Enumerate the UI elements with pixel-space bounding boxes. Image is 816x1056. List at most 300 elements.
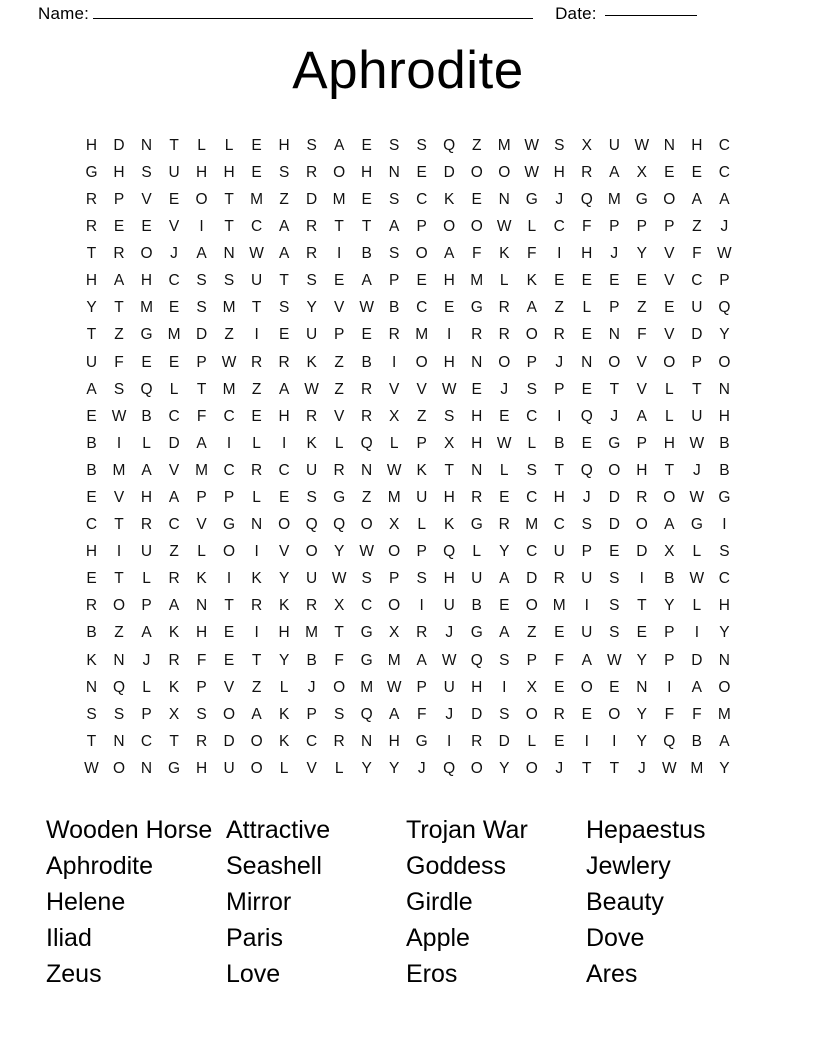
grid-cell[interactable]: E	[581, 380, 592, 398]
grid-cell[interactable]: Z	[361, 489, 372, 507]
grid-cell[interactable]: Z	[554, 299, 564, 317]
grid-cell[interactable]: R	[306, 597, 318, 615]
grid-cell[interactable]: F	[114, 353, 124, 371]
word-list-item[interactable]: Dove	[586, 924, 645, 953]
grid-cell[interactable]: J	[610, 407, 619, 425]
word-list-item[interactable]: Apple	[406, 924, 470, 953]
grid-cell[interactable]: N	[498, 190, 510, 208]
grid-cell[interactable]: S	[554, 136, 565, 154]
grid-cell[interactable]: U	[471, 570, 483, 588]
grid-cell[interactable]: U	[416, 489, 428, 507]
grid-cell[interactable]: E	[223, 624, 235, 642]
grid-cell[interactable]: N	[718, 651, 730, 669]
grid-cell[interactable]: I	[226, 434, 232, 452]
grid-cell[interactable]: J	[720, 218, 729, 236]
grid-cell[interactable]: O	[333, 678, 346, 696]
grid-cell[interactable]: Q	[580, 461, 593, 479]
grid-cell[interactable]: B	[691, 732, 703, 750]
grid-cell[interactable]: J	[417, 759, 426, 777]
grid-cell[interactable]: G	[415, 732, 428, 750]
grid-cell[interactable]: C	[306, 732, 318, 750]
grid-cell[interactable]: N	[388, 163, 400, 181]
grid-cell[interactable]: O	[663, 353, 676, 371]
grid-cell[interactable]: W	[662, 759, 677, 777]
word-list-item[interactable]: Aphrodite	[46, 852, 154, 881]
grid-cell[interactable]: Q	[470, 651, 483, 669]
grid-cell[interactable]: R	[416, 624, 428, 642]
grid-cell[interactable]: X	[664, 543, 675, 561]
grid-cell[interactable]: T	[251, 651, 262, 669]
grid-cell[interactable]: R	[140, 516, 153, 534]
grid-cell[interactable]: T	[86, 245, 97, 263]
grid-cell[interactable]: E	[251, 163, 262, 181]
grid-cell[interactable]: Q	[333, 516, 346, 534]
grid-cell[interactable]: A	[168, 597, 180, 615]
grid-cell[interactable]: J	[445, 705, 454, 723]
grid-cell[interactable]: E	[581, 326, 592, 344]
grid-cell[interactable]: J	[555, 353, 564, 371]
grid-cell[interactable]: W	[441, 651, 457, 669]
grid-cell[interactable]: S	[306, 489, 317, 507]
grid-cell[interactable]: Z	[251, 380, 262, 398]
grid-cell[interactable]: A	[251, 705, 262, 723]
grid-cell[interactable]: U	[250, 272, 263, 290]
grid-cell[interactable]: F	[196, 407, 207, 425]
grid-cell[interactable]: T	[637, 597, 647, 615]
grid-cell[interactable]: V	[664, 272, 675, 290]
grid-cell[interactable]: L	[142, 678, 151, 696]
grid-cell[interactable]: A	[719, 190, 730, 208]
grid-cell[interactable]: F	[196, 651, 207, 669]
grid-cell[interactable]: K	[306, 353, 317, 371]
grid-cell[interactable]: G	[140, 326, 153, 344]
grid-cell[interactable]: V	[333, 299, 345, 317]
grid-cell[interactable]: U	[306, 461, 318, 479]
grid-cell[interactable]: M	[167, 326, 181, 344]
grid-cell[interactable]: A	[581, 651, 592, 669]
grid-cell[interactable]: I	[447, 732, 452, 750]
grid-cell[interactable]: U	[443, 678, 455, 696]
grid-cell[interactable]: X	[581, 136, 592, 154]
grid-cell[interactable]: L	[527, 434, 537, 452]
grid-cell[interactable]: O	[112, 597, 126, 615]
grid-cell[interactable]: H	[278, 624, 290, 642]
grid-cell[interactable]: Y	[306, 299, 317, 317]
grid-cell[interactable]: E	[86, 407, 97, 425]
grid-cell[interactable]: C	[553, 516, 565, 534]
grid-cell[interactable]: R	[306, 245, 318, 263]
grid-cell[interactable]: Q	[360, 705, 373, 723]
grid-cell[interactable]: P	[416, 678, 427, 696]
grid-cell[interactable]: P	[636, 434, 647, 452]
grid-cell[interactable]: T	[361, 218, 372, 236]
grid-cell[interactable]: K	[499, 245, 510, 263]
grid-cell[interactable]: P	[609, 299, 620, 317]
grid-cell[interactable]: J	[637, 759, 646, 777]
grid-cell[interactable]: E	[471, 380, 482, 398]
grid-cell[interactable]: W	[111, 407, 127, 425]
grid-cell[interactable]: E	[113, 218, 125, 236]
grid-cell[interactable]: T	[169, 136, 179, 154]
grid-cell[interactable]: R	[361, 380, 373, 398]
word-list-item[interactable]: Girdle	[406, 888, 473, 917]
grid-cell[interactable]: J	[500, 380, 509, 398]
grid-cell[interactable]: M	[195, 461, 209, 479]
grid-cell[interactable]: O	[278, 516, 291, 534]
grid-cell[interactable]: M	[360, 678, 374, 696]
grid-cell[interactable]: L	[252, 489, 261, 507]
grid-cell[interactable]: E	[636, 624, 647, 642]
grid-cell[interactable]: U	[85, 353, 98, 371]
grid-cell[interactable]: I	[694, 624, 699, 642]
grid-cell[interactable]: N	[718, 380, 730, 398]
grid-cell[interactable]: L	[197, 543, 206, 561]
grid-cell[interactable]: Z	[471, 136, 482, 154]
grid-cell[interactable]: E	[278, 326, 290, 344]
grid-cell[interactable]: P	[196, 353, 207, 371]
grid-cell[interactable]: P	[416, 218, 427, 236]
grid-cell[interactable]: A	[444, 245, 455, 263]
grid-cell[interactable]: Q	[580, 190, 593, 208]
grid-cell[interactable]: H	[85, 272, 98, 290]
word-list-item[interactable]: Goddess	[406, 852, 507, 881]
grid-cell[interactable]: K	[306, 434, 317, 452]
grid-cell[interactable]: K	[86, 651, 97, 669]
grid-cell[interactable]: E	[499, 407, 510, 425]
grid-cell[interactable]: C	[250, 218, 263, 236]
grid-cell[interactable]: W	[524, 163, 540, 181]
grid-cell[interactable]: C	[526, 489, 538, 507]
grid-cell[interactable]: S	[389, 190, 400, 208]
grid-cell[interactable]: R	[636, 489, 648, 507]
grid-cell[interactable]: T	[114, 516, 124, 534]
grid-cell[interactable]: O	[525, 326, 538, 344]
grid-cell[interactable]: A	[499, 570, 510, 588]
grid-cell[interactable]: H	[113, 163, 125, 181]
grid-cell[interactable]: E	[471, 190, 482, 208]
grid-cell[interactable]: T	[334, 218, 344, 236]
grid-cell[interactable]: N	[471, 461, 483, 479]
grid-cell[interactable]: P	[664, 651, 675, 669]
grid-cell[interactable]: A	[526, 299, 537, 317]
grid-cell[interactable]: S	[196, 272, 207, 290]
word-list-item[interactable]: Seashell	[226, 852, 322, 881]
grid-cell[interactable]: N	[223, 245, 235, 263]
grid-cell[interactable]: O	[663, 190, 676, 208]
grid-cell[interactable]: E	[168, 353, 180, 371]
grid-cell[interactable]: H	[140, 489, 153, 507]
grid-cell[interactable]: T	[609, 380, 620, 398]
grid-cell[interactable]: L	[499, 461, 509, 479]
grid-cell[interactable]: S	[141, 163, 152, 181]
grid-cell[interactable]: F	[471, 245, 482, 263]
grid-cell[interactable]: H	[471, 407, 483, 425]
grid-cell[interactable]: R	[306, 218, 318, 236]
grid-cell[interactable]: F	[637, 326, 647, 344]
grid-cell[interactable]: R	[85, 190, 98, 208]
grid-cell[interactable]: N	[250, 516, 263, 534]
grid-cell[interactable]: T	[169, 732, 179, 750]
grid-cell[interactable]: H	[85, 543, 98, 561]
grid-cell[interactable]: B	[306, 651, 317, 669]
grid-cell[interactable]: O	[140, 245, 153, 263]
grid-cell[interactable]: U	[168, 163, 180, 181]
grid-cell[interactable]: A	[113, 272, 125, 290]
grid-cell[interactable]: S	[609, 597, 620, 615]
grid-cell[interactable]: M	[607, 190, 621, 208]
grid-cell[interactable]: I	[612, 732, 617, 750]
grid-cell[interactable]: J	[445, 624, 454, 642]
grid-cell[interactable]: S	[278, 163, 290, 181]
grid-cell[interactable]: T	[114, 570, 124, 588]
grid-cell[interactable]: M	[387, 489, 401, 507]
grid-cell[interactable]: A	[196, 245, 207, 263]
grid-cell[interactable]: T	[279, 272, 289, 290]
grid-cell[interactable]: M	[112, 461, 126, 479]
grid-cell[interactable]: D	[471, 705, 483, 723]
grid-cell[interactable]: T	[86, 732, 97, 750]
grid-cell[interactable]: V	[333, 407, 345, 425]
grid-cell[interactable]: N	[608, 326, 620, 344]
grid-cell[interactable]: S	[526, 380, 537, 398]
grid-cell[interactable]: P	[664, 218, 675, 236]
grid-cell[interactable]: A	[609, 163, 620, 181]
grid-cell[interactable]: R	[306, 407, 318, 425]
grid-cell[interactable]: D	[195, 326, 208, 344]
word-list-item[interactable]: Iliad	[46, 924, 92, 953]
grid-cell[interactable]: V	[389, 380, 400, 398]
grid-cell[interactable]: W	[386, 461, 402, 479]
grid-cell[interactable]: N	[361, 461, 373, 479]
grid-cell[interactable]: O	[250, 759, 263, 777]
grid-cell[interactable]: Z	[637, 299, 647, 317]
grid-cell[interactable]: M	[415, 326, 429, 344]
grid-cell[interactable]: I	[116, 434, 122, 452]
grid-cell[interactable]: I	[584, 732, 589, 750]
word-list-item[interactable]: Paris	[226, 924, 283, 953]
grid-cell[interactable]: P	[389, 570, 400, 588]
grid-cell[interactable]: Q	[443, 543, 456, 561]
grid-cell[interactable]: I	[557, 407, 562, 425]
grid-cell[interactable]: X	[333, 597, 345, 615]
grid-cell[interactable]: L	[334, 759, 344, 777]
grid-cell[interactable]: T	[554, 461, 564, 479]
grid-cell[interactable]: F	[664, 705, 675, 723]
grid-cell[interactable]: O	[388, 543, 401, 561]
grid-cell[interactable]: L	[142, 434, 151, 452]
grid-cell[interactable]: H	[443, 272, 455, 290]
grid-cell[interactable]: X	[526, 678, 537, 696]
grid-cell[interactable]: G	[608, 434, 621, 452]
grid-cell[interactable]: P	[306, 705, 317, 723]
grid-cell[interactable]: P	[333, 326, 345, 344]
grid-cell[interactable]: I	[281, 434, 287, 452]
grid-cell[interactable]: B	[664, 570, 675, 588]
grid-cell[interactable]: R	[278, 353, 290, 371]
grid-cell[interactable]: O	[608, 461, 621, 479]
grid-cell[interactable]: M	[387, 651, 401, 669]
grid-cell[interactable]: P	[141, 597, 152, 615]
grid-cell[interactable]: U	[306, 326, 318, 344]
grid-cell[interactable]: T	[86, 326, 97, 344]
grid-cell[interactable]: E	[86, 489, 97, 507]
grid-cell[interactable]: D	[691, 326, 703, 344]
grid-cell[interactable]: R	[195, 732, 208, 750]
grid-cell[interactable]: L	[224, 136, 234, 154]
grid-cell[interactable]: E	[581, 434, 592, 452]
grid-cell[interactable]: F	[692, 245, 702, 263]
grid-cell[interactable]: B	[471, 597, 482, 615]
grid-cell[interactable]: S	[196, 299, 207, 317]
grid-cell[interactable]: W	[359, 543, 374, 561]
grid-cell[interactable]: C	[223, 461, 235, 479]
grid-cell[interactable]: V	[278, 543, 290, 561]
grid-cell[interactable]: V	[168, 218, 180, 236]
grid-cell[interactable]: I	[419, 597, 424, 615]
grid-cell[interactable]: R	[471, 326, 483, 344]
word-list-item[interactable]: Wooden Horse	[46, 816, 213, 845]
grid-cell[interactable]: H	[223, 163, 235, 181]
grid-cell[interactable]: C	[223, 407, 235, 425]
grid-cell[interactable]: E	[333, 272, 345, 290]
grid-cell[interactable]: G	[168, 759, 181, 777]
grid-cell[interactable]: Z	[114, 624, 124, 642]
grid-cell[interactable]: C	[361, 597, 373, 615]
grid-cell[interactable]: O	[718, 353, 731, 371]
grid-cell[interactable]: E	[581, 272, 592, 290]
grid-cell[interactable]: R	[250, 597, 263, 615]
grid-cell[interactable]: A	[168, 489, 180, 507]
grid-cell[interactable]: Z	[114, 326, 124, 344]
grid-cell[interactable]: Q	[360, 434, 373, 452]
grid-cell[interactable]: V	[168, 461, 180, 479]
grid-cell[interactable]: Z	[251, 678, 262, 696]
grid-cell[interactable]: E	[168, 190, 180, 208]
grid-cell[interactable]: A	[361, 272, 372, 290]
grid-cell[interactable]: O	[718, 678, 731, 696]
grid-cell[interactable]: C	[85, 516, 98, 534]
grid-cell[interactable]: U	[223, 759, 235, 777]
word-list-item[interactable]: Zeus	[46, 960, 102, 989]
grid-cell[interactable]: C	[526, 543, 538, 561]
grid-cell[interactable]: J	[610, 245, 619, 263]
grid-cell[interactable]: O	[663, 489, 676, 507]
grid-cell[interactable]: T	[692, 380, 702, 398]
grid-cell[interactable]: W	[249, 245, 264, 263]
grid-cell[interactable]: Y	[636, 245, 647, 263]
grid-cell[interactable]: D	[443, 163, 455, 181]
grid-cell[interactable]: Z	[416, 407, 427, 425]
grid-cell[interactable]: Y	[636, 651, 647, 669]
grid-cell[interactable]: W	[359, 299, 374, 317]
grid-cell[interactable]: P	[416, 434, 427, 452]
grid-cell[interactable]: H	[663, 434, 675, 452]
grid-cell[interactable]: H	[140, 272, 153, 290]
word-list-item[interactable]: Trojan War	[406, 816, 528, 845]
grid-cell[interactable]: O	[470, 163, 483, 181]
grid-cell[interactable]: T	[664, 461, 675, 479]
grid-cell[interactable]: Y	[719, 326, 730, 344]
grid-cell[interactable]: E	[141, 353, 152, 371]
word-list-item[interactable]: Ares	[586, 960, 638, 989]
grid-cell[interactable]: Z	[334, 380, 344, 398]
grid-cell[interactable]: W	[524, 136, 540, 154]
grid-cell[interactable]: K	[196, 570, 207, 588]
grid-cell[interactable]: H	[443, 353, 455, 371]
grid-cell[interactable]: G	[525, 190, 538, 208]
grid-cell[interactable]: S	[609, 624, 620, 642]
grid-cell[interactable]: T	[224, 597, 234, 615]
grid-cell[interactable]: V	[223, 678, 235, 696]
grid-cell[interactable]: O	[415, 353, 428, 371]
grid-cell[interactable]: A	[499, 624, 510, 642]
grid-cell[interactable]: W	[689, 489, 705, 507]
grid-cell[interactable]: O	[498, 353, 511, 371]
grid-cell[interactable]: U	[691, 407, 703, 425]
grid-cell[interactable]: P	[526, 651, 537, 669]
grid-cell[interactable]: K	[251, 570, 262, 588]
grid-cell[interactable]: E	[691, 163, 703, 181]
grid-cell[interactable]: H	[195, 624, 208, 642]
grid-cell[interactable]: E	[581, 705, 592, 723]
grid-cell[interactable]: B	[719, 461, 730, 479]
name-input-line[interactable]	[93, 18, 533, 19]
grid-cell[interactable]: A	[141, 624, 152, 642]
grid-cell[interactable]: H	[718, 407, 730, 425]
grid-cell[interactable]: X	[389, 516, 400, 534]
grid-cell[interactable]: D	[498, 732, 510, 750]
grid-cell[interactable]: I	[226, 570, 232, 588]
grid-cell[interactable]: X	[168, 705, 180, 723]
grid-cell[interactable]: S	[278, 299, 290, 317]
grid-cell[interactable]: M	[525, 516, 539, 534]
grid-cell[interactable]: C	[278, 461, 290, 479]
grid-cell[interactable]: C	[718, 570, 730, 588]
grid-cell[interactable]: L	[692, 597, 702, 615]
grid-cell[interactable]: U	[581, 624, 593, 642]
grid-cell[interactable]: O	[223, 705, 236, 723]
grid-cell[interactable]: U	[553, 543, 565, 561]
grid-cell[interactable]: B	[361, 245, 372, 263]
grid-cell[interactable]: I	[667, 678, 672, 696]
grid-cell[interactable]: B	[554, 434, 565, 452]
word-list-item[interactable]: Mirror	[226, 888, 292, 917]
grid-cell[interactable]: N	[663, 136, 675, 154]
grid-cell[interactable]: E	[361, 190, 372, 208]
grid-cell[interactable]: L	[665, 380, 674, 398]
grid-cell[interactable]: P	[636, 218, 647, 236]
grid-cell[interactable]: K	[278, 597, 290, 615]
grid-cell[interactable]: E	[609, 543, 620, 561]
grid-cell[interactable]: Z	[334, 353, 344, 371]
grid-cell[interactable]: R	[553, 326, 565, 344]
grid-cell[interactable]: T	[444, 461, 454, 479]
grid-cell[interactable]: H	[636, 461, 648, 479]
grid-cell[interactable]: A	[416, 651, 427, 669]
grid-cell[interactable]: I	[254, 543, 259, 561]
grid-cell[interactable]: S	[416, 136, 427, 154]
grid-cell[interactable]: B	[389, 299, 400, 317]
grid-cell[interactable]: K	[526, 272, 537, 290]
grid-cell[interactable]: E	[554, 272, 565, 290]
grid-cell[interactable]: P	[581, 543, 592, 561]
grid-cell[interactable]: E	[609, 272, 620, 290]
grid-cell[interactable]: R	[250, 461, 263, 479]
grid-cell[interactable]: A	[141, 461, 152, 479]
grid-cell[interactable]: Q	[140, 380, 153, 398]
grid-cell[interactable]: F	[334, 651, 344, 669]
grid-cell[interactable]: S	[113, 380, 125, 398]
